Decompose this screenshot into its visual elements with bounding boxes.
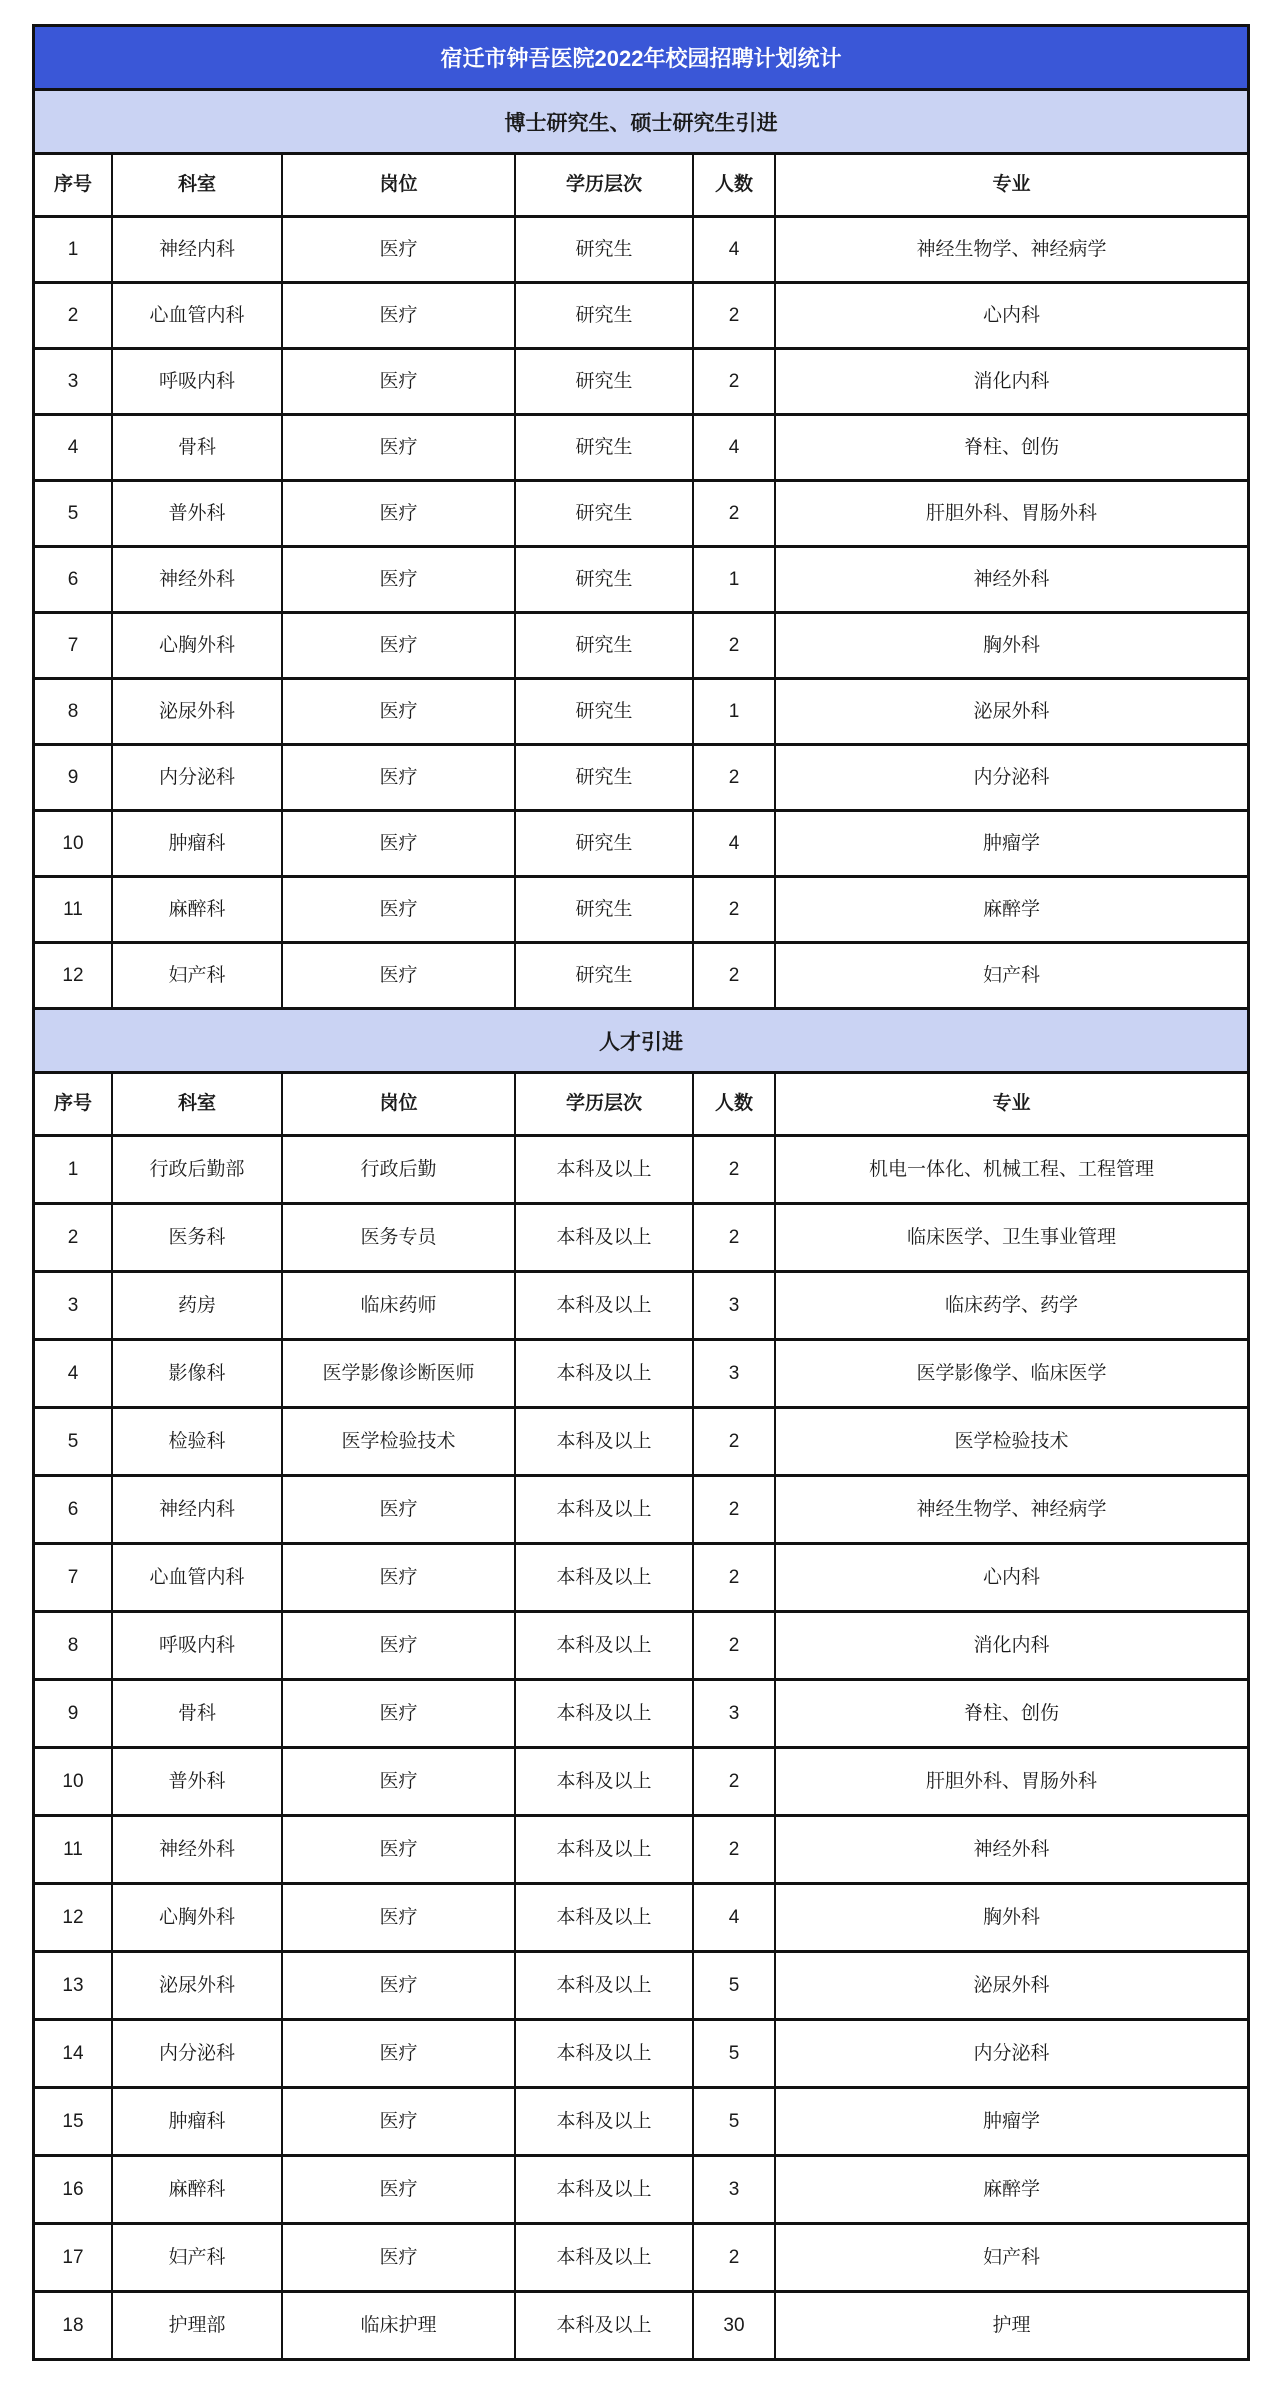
table-cell: 5 [694, 2021, 774, 2086]
table-cell: 4 [35, 416, 111, 479]
table-cell: 2 [694, 1205, 774, 1270]
table-cell: 1 [35, 218, 111, 281]
table-cell: 本科及以上 [516, 2293, 692, 2358]
table-cell: 4 [694, 416, 774, 479]
table-cell: 医疗 [283, 614, 514, 677]
table-cell: 医疗 [283, 1477, 514, 1542]
table-cell: 8 [35, 1613, 111, 1678]
table-cell: 12 [35, 944, 111, 1007]
table-cell: 内分泌科 [113, 746, 281, 809]
table-row [35, 1953, 1247, 2018]
table-cell: 11 [35, 1817, 111, 1882]
table-cell: 医疗 [283, 680, 514, 743]
table-cell: 骨科 [113, 416, 281, 479]
table-cell: 2 [694, 746, 774, 809]
table-cell: 研究生 [516, 878, 692, 941]
table-cell: 2 [694, 1613, 774, 1678]
table-cell: 医疗 [283, 284, 514, 347]
table-cell: 研究生 [516, 614, 692, 677]
table-row [35, 1613, 1247, 1678]
table-cell: 脊柱、创伤 [776, 416, 1247, 479]
table-cell: 护理部 [113, 2293, 281, 2358]
table-cell: 6 [35, 1477, 111, 1542]
table-cell: 医疗 [283, 482, 514, 545]
column-header-row [35, 1074, 1247, 1134]
table-cell: 医疗 [283, 1681, 514, 1746]
table-row [35, 2089, 1247, 2154]
table-cell: 2 [694, 1749, 774, 1814]
table-cell: 医疗 [283, 350, 514, 413]
table-cell: 30 [694, 2293, 774, 2358]
table-cell: 神经外科 [776, 548, 1247, 611]
table-cell: 研究生 [516, 284, 692, 347]
table-cell: 2 [694, 350, 774, 413]
table-cell: 本科及以上 [516, 1205, 692, 1270]
table-title: 宿迁市钟吾医院2022年校园招聘计划统计 [35, 27, 1247, 88]
table-cell: 5 [35, 1409, 111, 1474]
table-cell: 泌尿外科 [113, 680, 281, 743]
table-row [35, 482, 1247, 545]
table-cell: 17 [35, 2225, 111, 2290]
table-row [35, 1273, 1247, 1338]
table-cell: 医疗 [283, 746, 514, 809]
table-cell: 2 [694, 1817, 774, 1882]
table-cell: 3 [35, 1273, 111, 1338]
table-row [35, 350, 1247, 413]
table-row [35, 2225, 1247, 2290]
column-header: 学历层次 [516, 155, 692, 215]
table-cell: 肿瘤科 [113, 812, 281, 875]
table-cell: 本科及以上 [516, 1885, 692, 1950]
table-cell: 麻醉学 [776, 878, 1247, 941]
table-cell: 呼吸内科 [113, 350, 281, 413]
table-cell: 医疗 [283, 2225, 514, 2290]
table-cell: 医疗 [283, 2089, 514, 2154]
table-cell: 心胸外科 [113, 614, 281, 677]
table-cell: 神经生物学、神经病学 [776, 1477, 1247, 1542]
table-cell: 心血管内科 [113, 1545, 281, 1610]
table-cell: 心血管内科 [113, 284, 281, 347]
table-cell: 2 [694, 1545, 774, 1610]
table-cell: 4 [35, 1341, 111, 1406]
table-cell: 肝胆外科、胃肠外科 [776, 482, 1247, 545]
table-cell: 1 [694, 680, 774, 743]
table-cell: 医疗 [283, 548, 514, 611]
table-cell: 5 [35, 482, 111, 545]
table-cell: 护理 [776, 2293, 1247, 2358]
table-cell: 医疗 [283, 1749, 514, 1814]
table-cell: 医学检验技术 [776, 1409, 1247, 1474]
table-cell: 妇产科 [113, 944, 281, 1007]
table-cell: 行政后勤 [283, 1137, 514, 1202]
table-cell: 消化内科 [776, 350, 1247, 413]
table-cell: 医学影像诊断医师 [283, 1341, 514, 1406]
table-cell: 9 [35, 1681, 111, 1746]
table-cell: 医疗 [283, 812, 514, 875]
table-cell: 影像科 [113, 1341, 281, 1406]
table-cell: 2 [694, 878, 774, 941]
column-header: 学历层次 [516, 1074, 692, 1134]
table-cell: 2 [694, 482, 774, 545]
table-cell: 研究生 [516, 746, 692, 809]
table-cell: 医疗 [283, 218, 514, 281]
table-cell: 本科及以上 [516, 1477, 692, 1542]
table-cell: 2 [35, 1205, 111, 1270]
table-cell: 医疗 [283, 1885, 514, 1950]
table-cell: 本科及以上 [516, 1749, 692, 1814]
table-cell: 15 [35, 2089, 111, 2154]
table-cell: 肿瘤学 [776, 812, 1247, 875]
column-header: 专业 [776, 1074, 1247, 1134]
table-cell: 呼吸内科 [113, 1613, 281, 1678]
table-cell: 医疗 [283, 416, 514, 479]
table-cell: 研究生 [516, 350, 692, 413]
column-header: 科室 [113, 1074, 281, 1134]
table-cell: 泌尿外科 [113, 1953, 281, 2018]
column-header-row [35, 155, 1247, 215]
table-cell: 神经外科 [113, 548, 281, 611]
table-cell: 神经内科 [113, 1477, 281, 1542]
table-cell: 内分泌科 [776, 746, 1247, 809]
table-cell: 神经外科 [776, 1817, 1247, 1882]
table-row [35, 1749, 1247, 1814]
table-cell: 3 [694, 1273, 774, 1338]
table-cell: 研究生 [516, 812, 692, 875]
table-cell: 8 [35, 680, 111, 743]
table-row [35, 1205, 1247, 1270]
table-row [35, 878, 1247, 941]
table-cell: 2 [694, 944, 774, 1007]
table-cell: 脊柱、创伤 [776, 1681, 1247, 1746]
table-cell: 医学影像学、临床医学 [776, 1341, 1247, 1406]
table-cell: 本科及以上 [516, 2225, 692, 2290]
table-cell: 妇产科 [776, 2225, 1247, 2290]
table-cell: 5 [694, 1953, 774, 2018]
table-cell: 10 [35, 812, 111, 875]
table-cell: 麻醉学 [776, 2157, 1247, 2222]
table-cell: 医疗 [283, 2021, 514, 2086]
table-cell: 医疗 [283, 1545, 514, 1610]
table-cell: 胸外科 [776, 614, 1247, 677]
table-cell: 医疗 [283, 2157, 514, 2222]
column-header: 科室 [113, 155, 281, 215]
table-cell: 4 [694, 1885, 774, 1950]
table-cell: 研究生 [516, 944, 692, 1007]
table-cell: 研究生 [516, 548, 692, 611]
table-row [35, 2157, 1247, 2222]
table-row [35, 2293, 1247, 2358]
table-cell: 2 [694, 1477, 774, 1542]
table-cell: 2 [694, 1137, 774, 1202]
table-cell: 临床护理 [283, 2293, 514, 2358]
table-row [35, 548, 1247, 611]
table-cell: 医务科 [113, 1205, 281, 1270]
table-row [35, 680, 1247, 743]
table-cell: 肝胆外科、胃肠外科 [776, 1749, 1247, 1814]
table-cell: 泌尿外科 [776, 1953, 1247, 2018]
table-cell: 神经生物学、神经病学 [776, 218, 1247, 281]
table-cell: 医疗 [283, 878, 514, 941]
table-cell: 16 [35, 2157, 111, 2222]
table-row [35, 944, 1247, 1007]
table-cell: 心胸外科 [113, 1885, 281, 1950]
table-cell: 医学检验技术 [283, 1409, 514, 1474]
table-cell: 神经外科 [113, 1817, 281, 1882]
table-cell: 2 [35, 284, 111, 347]
table-cell: 本科及以上 [516, 1545, 692, 1610]
table-cell: 内分泌科 [113, 2021, 281, 2086]
table-cell: 13 [35, 1953, 111, 2018]
column-header: 人数 [694, 1074, 774, 1134]
table-cell: 本科及以上 [516, 2021, 692, 2086]
table-cell: 妇产科 [113, 2225, 281, 2290]
table-row [35, 1545, 1247, 1610]
table-cell: 医疗 [283, 1613, 514, 1678]
table-row [35, 2021, 1247, 2086]
table-cell: 4 [694, 218, 774, 281]
table-row [35, 416, 1247, 479]
table-cell: 医疗 [283, 944, 514, 1007]
table-cell: 2 [694, 1409, 774, 1474]
table-cell: 本科及以上 [516, 1817, 692, 1882]
table-cell: 骨科 [113, 1681, 281, 1746]
table-cell: 7 [35, 614, 111, 677]
column-header: 岗位 [283, 1074, 514, 1134]
table-cell: 麻醉科 [113, 2157, 281, 2222]
table-cell: 检验科 [113, 1409, 281, 1474]
table-cell: 18 [35, 2293, 111, 2358]
table-cell: 本科及以上 [516, 1137, 692, 1202]
table-cell: 10 [35, 1749, 111, 1814]
table-cell: 3 [35, 350, 111, 413]
table-cell: 医疗 [283, 1817, 514, 1882]
table-cell: 本科及以上 [516, 1613, 692, 1678]
table-cell: 研究生 [516, 680, 692, 743]
table-cell: 2 [694, 614, 774, 677]
table-cell: 医务专员 [283, 1205, 514, 1270]
table-row [35, 746, 1247, 809]
table-cell: 本科及以上 [516, 1953, 692, 2018]
table-row [35, 1885, 1247, 1950]
table-row [35, 812, 1247, 875]
section-header: 人才引进 [35, 1010, 1247, 1071]
table-cell: 研究生 [516, 416, 692, 479]
table-cell: 12 [35, 1885, 111, 1950]
table-row [35, 1681, 1247, 1746]
table-cell: 研究生 [516, 218, 692, 281]
table-cell: 肿瘤学 [776, 2089, 1247, 2154]
table-cell: 妇产科 [776, 944, 1247, 1007]
table-row [35, 614, 1247, 677]
table-cell: 肿瘤科 [113, 2089, 281, 2154]
table-cell: 本科及以上 [516, 1341, 692, 1406]
table-cell: 4 [694, 812, 774, 875]
table-cell: 3 [694, 1341, 774, 1406]
table-row [35, 218, 1247, 281]
section-header: 博士研究生、硕士研究生引进 [35, 91, 1247, 152]
column-header: 人数 [694, 155, 774, 215]
table-cell: 泌尿外科 [776, 680, 1247, 743]
table-cell: 7 [35, 1545, 111, 1610]
table-cell: 普外科 [113, 482, 281, 545]
table-cell: 神经内科 [113, 218, 281, 281]
column-header: 序号 [35, 155, 111, 215]
table-cell: 机电一体化、机械工程、工程管理 [776, 1137, 1247, 1202]
table-cell: 胸外科 [776, 1885, 1247, 1950]
table-cell: 普外科 [113, 1749, 281, 1814]
table-cell: 药房 [113, 1273, 281, 1338]
table-cell: 麻醉科 [113, 878, 281, 941]
table-cell: 内分泌科 [776, 2021, 1247, 2086]
table-cell: 14 [35, 2021, 111, 2086]
table-cell: 1 [694, 548, 774, 611]
table-cell: 9 [35, 746, 111, 809]
table-cell: 研究生 [516, 482, 692, 545]
table-cell: 临床药师 [283, 1273, 514, 1338]
table-row [35, 1341, 1247, 1406]
column-header: 序号 [35, 1074, 111, 1134]
table-row [35, 1137, 1247, 1202]
table-cell: 医疗 [283, 1953, 514, 2018]
table-cell: 本科及以上 [516, 1409, 692, 1474]
table-cell: 心内科 [776, 284, 1247, 347]
table-row [35, 1409, 1247, 1474]
column-header: 岗位 [283, 155, 514, 215]
table-cell: 1 [35, 1137, 111, 1202]
table-cell: 11 [35, 878, 111, 941]
table-cell: 5 [694, 2089, 774, 2154]
table-cell: 6 [35, 548, 111, 611]
table-row [35, 1817, 1247, 1882]
table-cell: 本科及以上 [516, 2089, 692, 2154]
table-cell: 2 [694, 284, 774, 347]
table-cell: 临床医学、卫生事业管理 [776, 1205, 1247, 1270]
table-cell: 临床药学、药学 [776, 1273, 1247, 1338]
recruitment-table [32, 24, 1250, 2361]
table-cell: 3 [694, 2157, 774, 2222]
table-cell: 2 [694, 2225, 774, 2290]
table-cell: 本科及以上 [516, 1681, 692, 1746]
column-header: 专业 [776, 155, 1247, 215]
table-cell: 行政后勤部 [113, 1137, 281, 1202]
table-cell: 本科及以上 [516, 1273, 692, 1338]
table-cell: 心内科 [776, 1545, 1247, 1610]
table-cell: 本科及以上 [516, 2157, 692, 2222]
table-cell: 3 [694, 1681, 774, 1746]
table-cell: 消化内科 [776, 1613, 1247, 1678]
table-row [35, 1477, 1247, 1542]
table-row [35, 284, 1247, 347]
